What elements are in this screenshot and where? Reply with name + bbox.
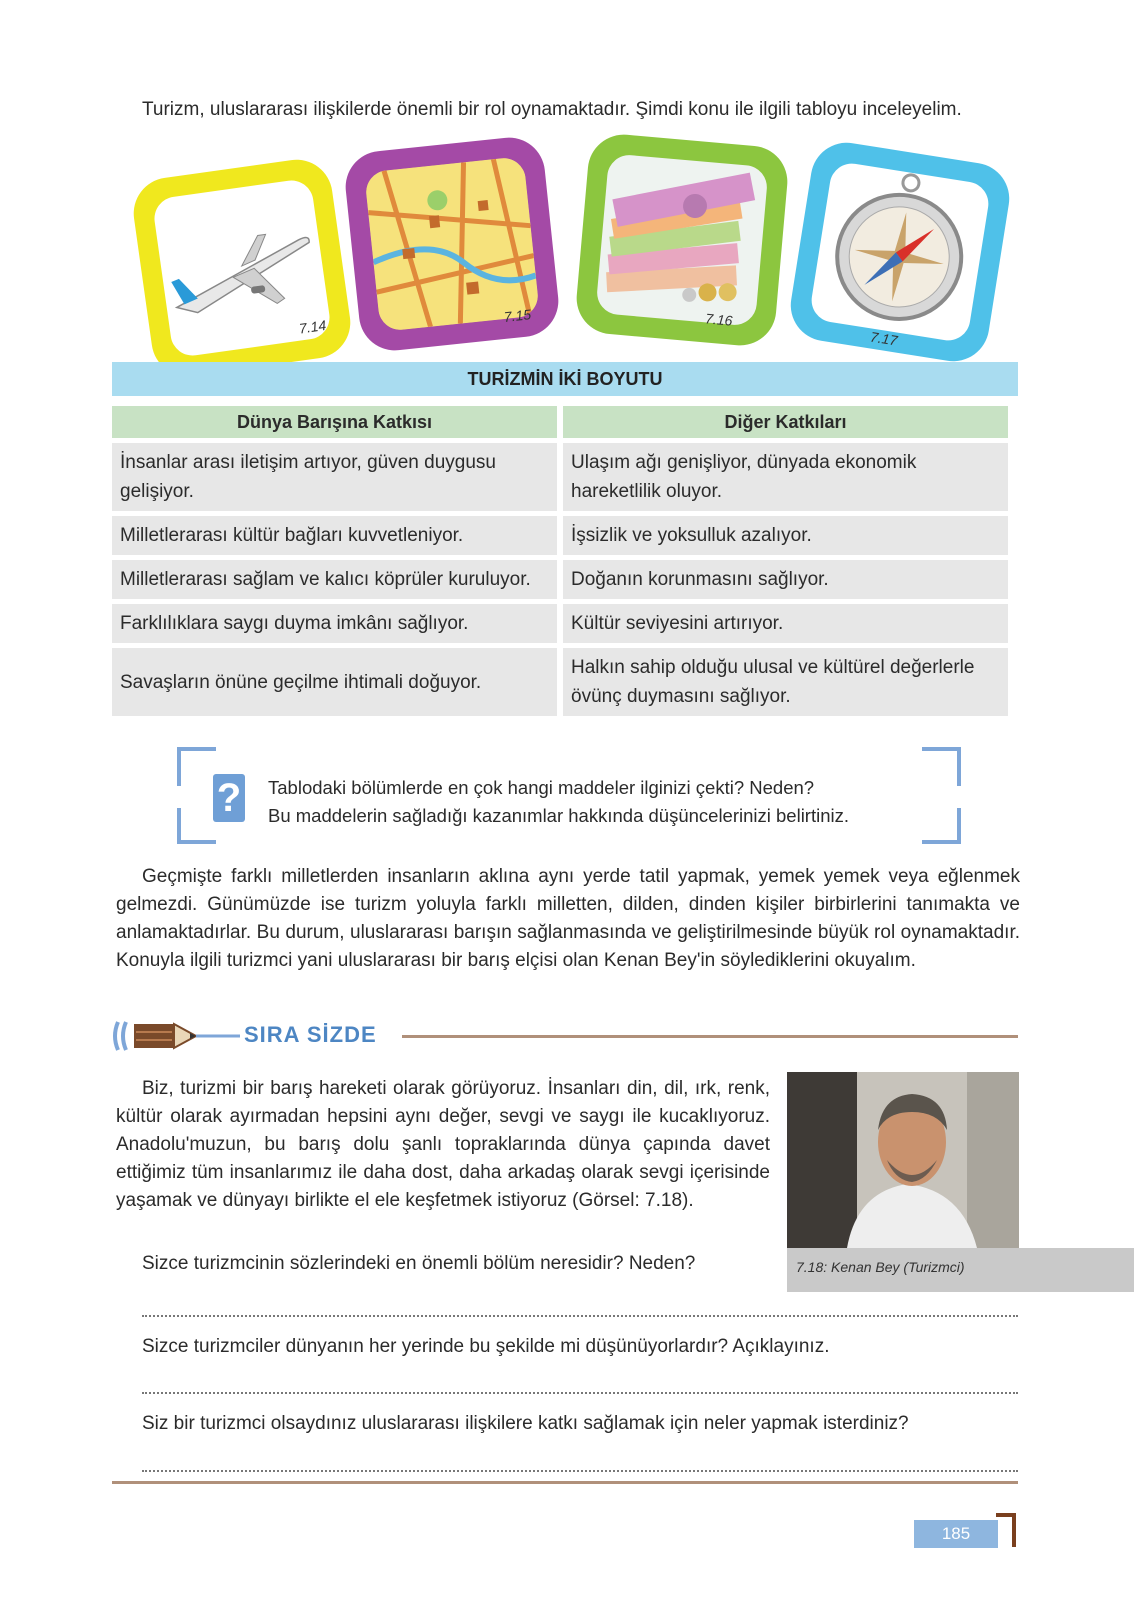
- table-cell: Doğanın korunmasını sağlıyor.: [563, 560, 1008, 599]
- table-cell: Milletlerarası sağlam ve kalıcı köprüler kuruluyor.: [112, 560, 557, 599]
- table-cell: Ulaşım ağı genişliyor, dünyada ekonomik hareketlilik oluyor.: [563, 443, 1008, 511]
- sira-sizde-header: [112, 1018, 1018, 1054]
- answer-line[interactable]: [142, 1470, 1018, 1472]
- question-2: Sizce turizmciler dünyanın her yerinde bu şekilde mi düşünüyorlardır? Açıklayınız.: [142, 1336, 830, 1357]
- kenan-bey-photo: [787, 1072, 1019, 1248]
- figure-airplane: [129, 155, 355, 381]
- table-cell: İşsizlik ve yoksulluk azalıyor.: [563, 516, 1008, 555]
- question-3: Siz bir turizmci olsaydınız uluslararası ilişkilere katkı sağlamak için neler yapmak isterdiniz?: [142, 1413, 909, 1434]
- sira-sizde-title: SIRA SİZDE: [244, 1022, 377, 1047]
- question-box-text: [268, 774, 849, 830]
- table-row: [112, 443, 1008, 511]
- divider: [402, 1035, 1018, 1038]
- figure-money: [574, 132, 791, 349]
- page-number: 185: [914, 1520, 998, 1548]
- table-cell: Halkın sahip olduğu ulusal ve kültürel değerlerle övünç duymasını sağlıyor.: [563, 648, 1008, 716]
- table-cell: Savaşların önüne geçilme ihtimali doğuyor.: [112, 648, 557, 716]
- table-header: Diğer Katkıları: [563, 406, 1008, 438]
- figure-label: 7.17: [869, 328, 899, 349]
- table-cell: Kültür seviyesini artırıyor.: [563, 604, 1008, 643]
- table-cell: Farklılıklara saygı duyma imkânı sağlıyor.: [112, 604, 557, 643]
- banknotes-icon: [595, 153, 768, 329]
- table-row: [112, 648, 1008, 716]
- table-row: [112, 560, 1008, 599]
- table-title: TURİZMİN İKİ BOYUTU: [112, 362, 1018, 396]
- figure-label: 7.16: [704, 310, 734, 329]
- table-header: Dünya Barışına Katkısı: [112, 406, 557, 438]
- pencil-icon: [112, 1018, 242, 1054]
- question-line: Tablodaki bölümlerde en çok hangi maddeler ilginizi çekti? Neden?: [268, 777, 815, 798]
- figure-compass: [786, 138, 1015, 367]
- body-paragraph: Geçmişte farklı milletlerden insanların aklına aynı yerde tatil yapmak, yemek yemek veya eğlenmek gelmezdi. Günümüzde ise turizm yoluyla farklı milletten, dilden, dinden kişiler birbirlerini tanımakta ve anlamaktadırlar. Bu durum, uluslararası barışın sağlanmasında ve geliştirilmesinde büyük rol oynamaktadır. Konuyla ilgili turizmci yani uluslararası bir barış elçisi olan Kenan Bey'in söylediklerini okuyalım.: [116, 866, 1020, 971]
- question-line: Bu maddelerin sağladığı kazanımlar hakkında düşüncelerinizi belirtiniz.: [268, 805, 850, 826]
- figure-map: [342, 134, 562, 354]
- answer-line[interactable]: [142, 1315, 1018, 1317]
- map-icon: [364, 156, 540, 332]
- intro-text: Turizm, uluslararası ilişkilerde önemli bir rol oynamaktadır. Şimdi konu ile ilgili tabloyu inceleyelim.: [142, 99, 962, 120]
- table-cell: Milletlerarası kültür bağları kuvvetleniyor.: [112, 516, 557, 555]
- answer-line[interactable]: [142, 1392, 1018, 1394]
- tourism-table: [106, 401, 1014, 721]
- page-corner-mark: [996, 1513, 1016, 1547]
- table-cell: İnsanlar arası iletişim artıyor, güven duygusu gelişiyor.: [112, 443, 557, 511]
- table-row: [112, 604, 1008, 643]
- figure-label: 7.15: [503, 306, 532, 325]
- compass-icon: [808, 160, 991, 343]
- question-1: Sizce turizmcinin sözlerindeki en önemli bölüm neresidir? Neden?: [142, 1253, 696, 1274]
- table-row: [112, 516, 1008, 555]
- figure-label: 7.14: [297, 316, 328, 337]
- question-mark-icon: ?: [213, 774, 245, 822]
- quote-paragraph: Biz, turizmi bir barış hareketi olarak görüyoruz. İnsanları din, dil, ırk, renk, kültür olarak ayırmadan hepsini aynı değer, sevgi ve saygı ile kucaklıyoruz. Anadolu'muzun, bu barış dolu şanlı topraklarında dünya çapında davet ettiğimiz tüm insanlarımız ile daha dost, daha arkadaş olarak sevgi içerisinde yaşamak ve dünyayı birlikte el ele keşfetmek istiyoruz (Görsel: 7.18).: [116, 1078, 770, 1211]
- bottom-divider: [112, 1481, 1018, 1484]
- photo-caption: 7.18: Kenan Bey (Turizmci): [796, 1259, 965, 1275]
